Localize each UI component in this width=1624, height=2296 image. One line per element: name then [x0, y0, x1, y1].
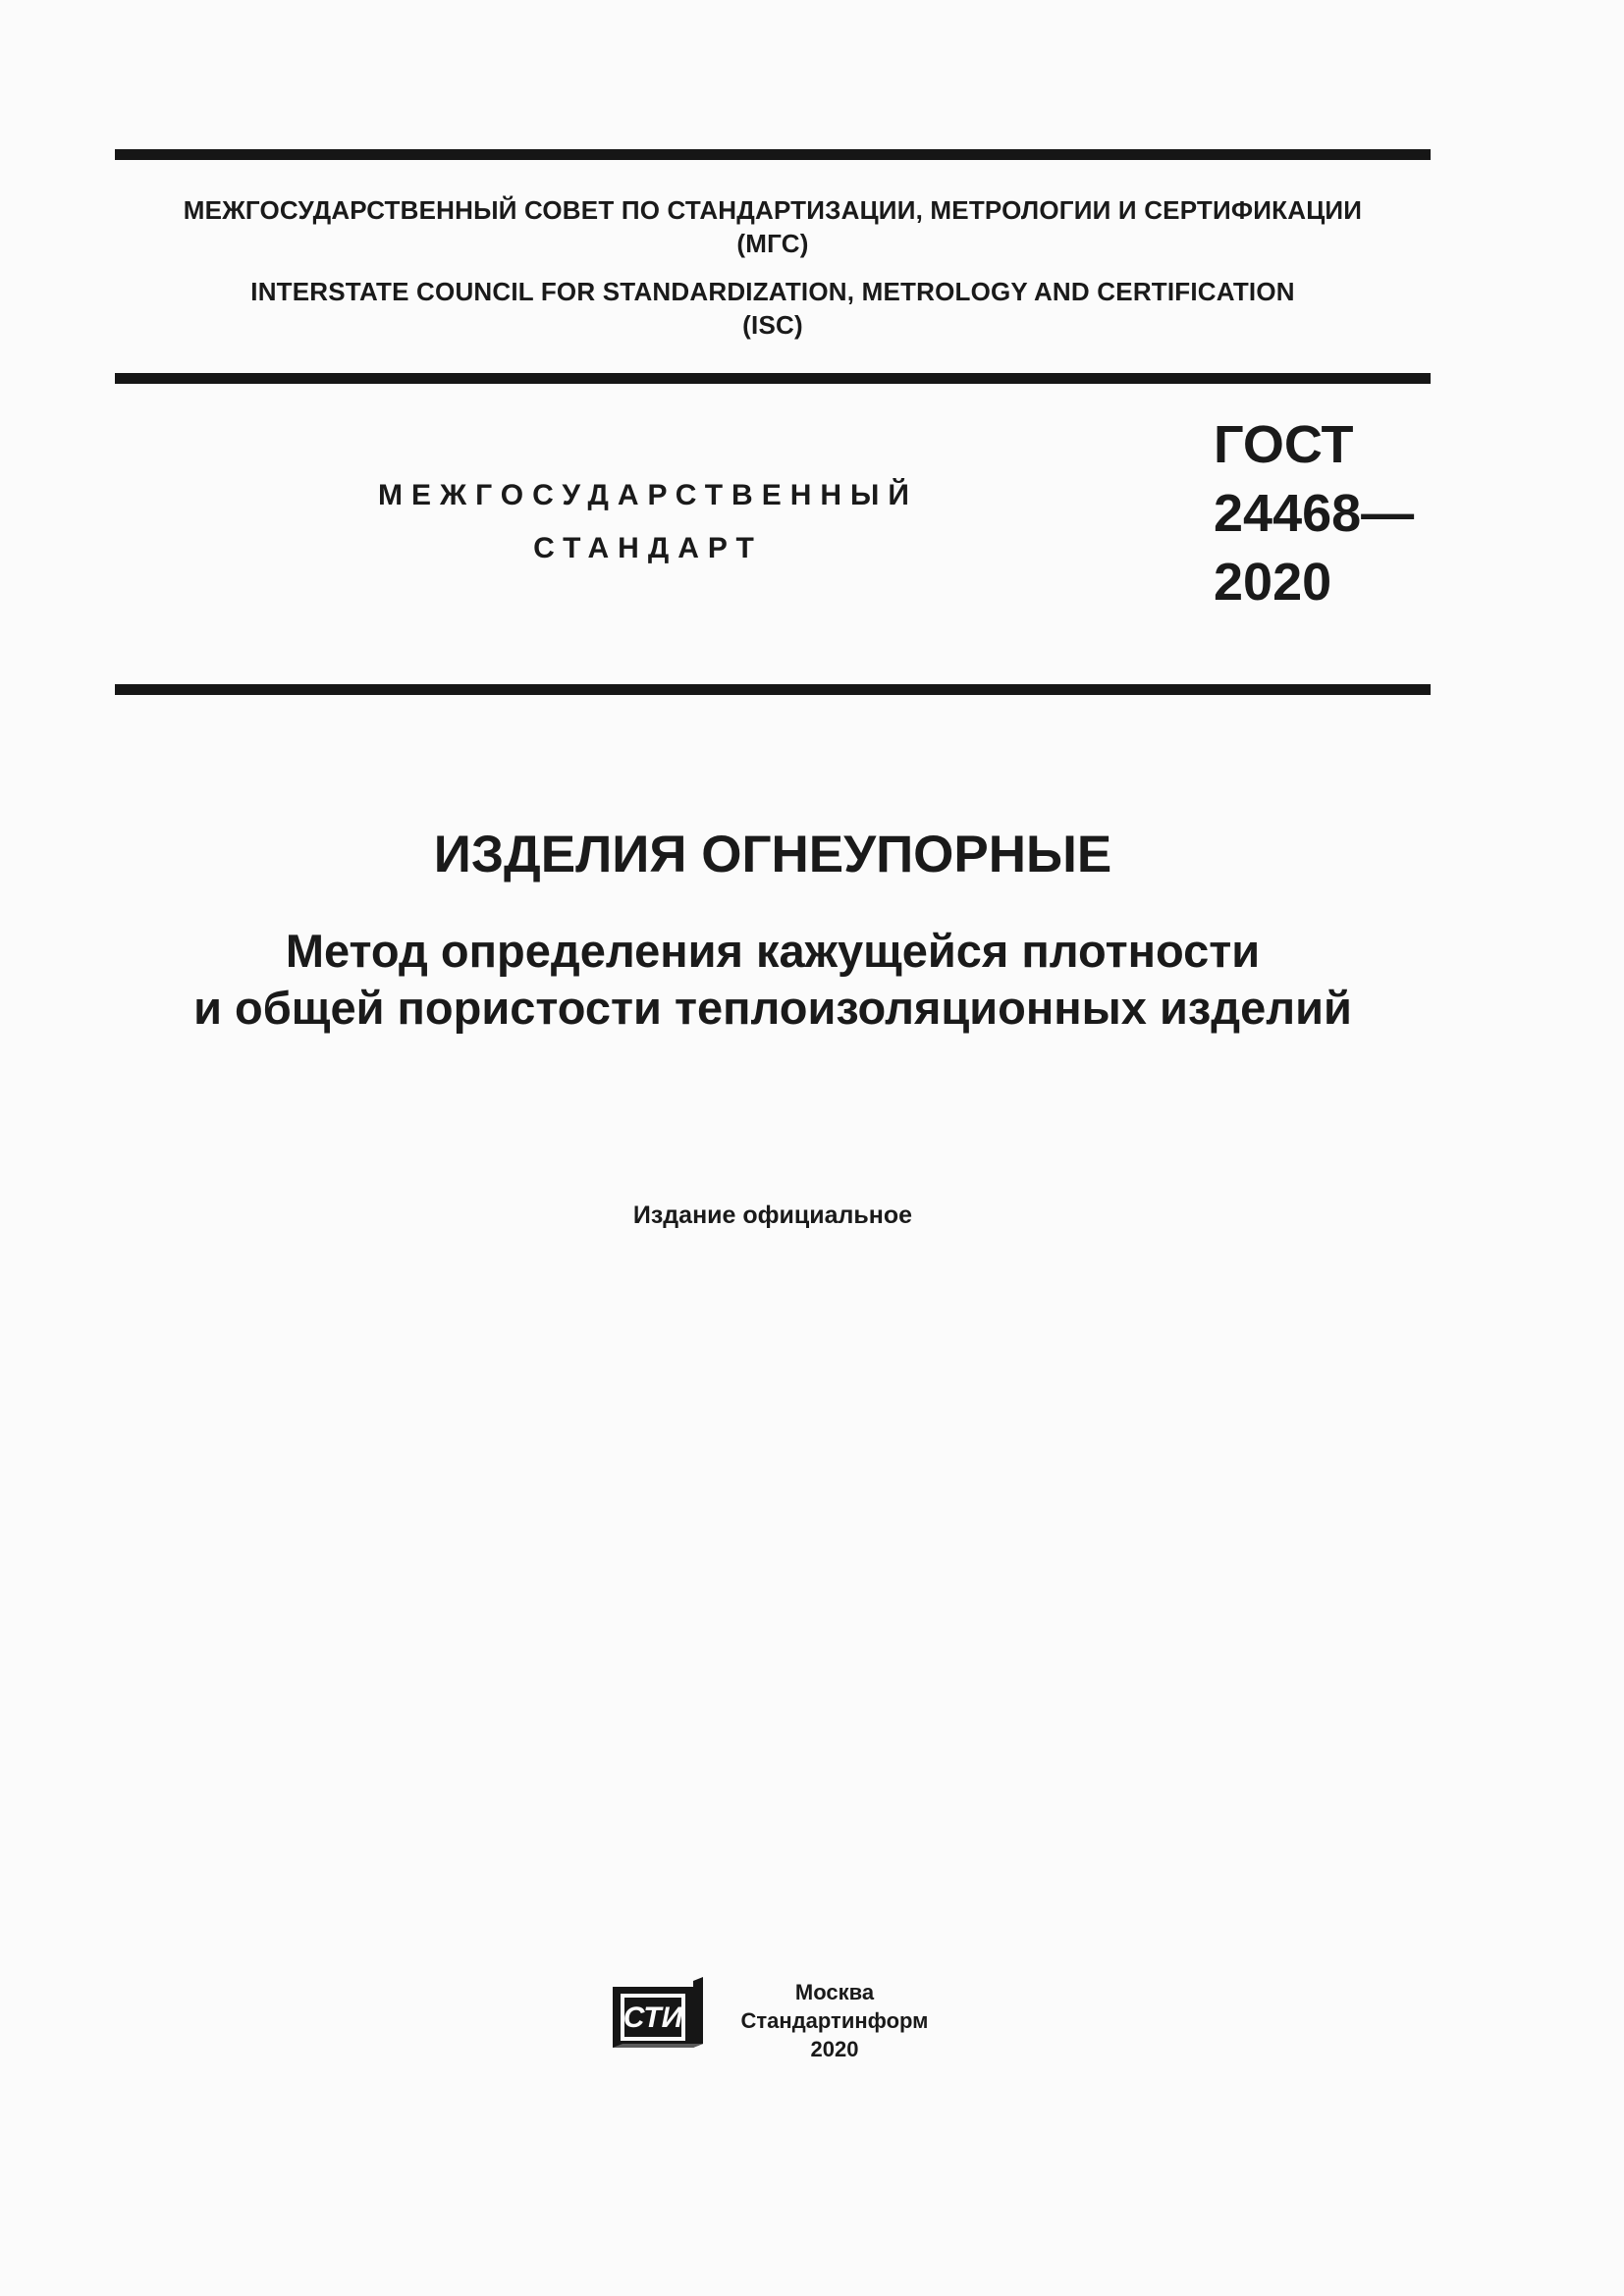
- standard-type: [295, 469, 1001, 575]
- document-subtitle: [115, 923, 1431, 1037]
- standard-type-line-2: СТАНДАРТ: [533, 532, 763, 564]
- edition-note: Издание официальное: [632, 1201, 913, 1229]
- standard-code: [1214, 410, 1414, 616]
- publisher-year: 2020: [810, 2037, 859, 2061]
- document-subtitle-line-2: и общей пористости теплоизоляционных изделий: [193, 982, 1352, 1034]
- publisher-logo-text: СТИ: [623, 2002, 683, 2034]
- header-divider: [115, 373, 1431, 384]
- document-subtitle-line-1: Метод определения кажущейся плотности: [285, 925, 1261, 977]
- council-name-en: INTERSTATE COUNCIL FOR STANDARDIZATION, METROLOGY AND CERTIFICATION: [250, 277, 1295, 306]
- publisher-name: Стандартинформ: [740, 2008, 929, 2033]
- publisher-imprint: [717, 1978, 952, 2063]
- standard-type-line-1: МЕЖГОСУДАРСТВЕННЫЙ: [378, 479, 918, 511]
- standard-code-number: 24468—: [1214, 484, 1415, 543]
- council-name-russian: [115, 193, 1431, 260]
- council-name-english: [115, 275, 1431, 342]
- publisher-city: Москва: [794, 1980, 875, 2004]
- council-abbr-en: (ISC): [742, 310, 803, 340]
- publisher-logo-icon: [611, 1977, 705, 2056]
- council-abbr-ru: (МГС): [736, 229, 809, 258]
- top-divider: [115, 149, 1431, 160]
- council-name-ru: МЕЖГОСУДАРСТВЕННЫЙ СОВЕТ ПО СТАНДАРТИЗАЦИИ, МЕТРОЛОГИИ И СЕРТИФИКАЦИИ: [183, 195, 1363, 225]
- standard-code-prefix: ГОСТ: [1214, 415, 1354, 474]
- title-divider: [115, 684, 1431, 695]
- standard-code-year: 2020: [1214, 553, 1332, 612]
- document-title: ИЗДЕЛИЯ ОГНЕУПОРНЫЕ: [433, 826, 1112, 883]
